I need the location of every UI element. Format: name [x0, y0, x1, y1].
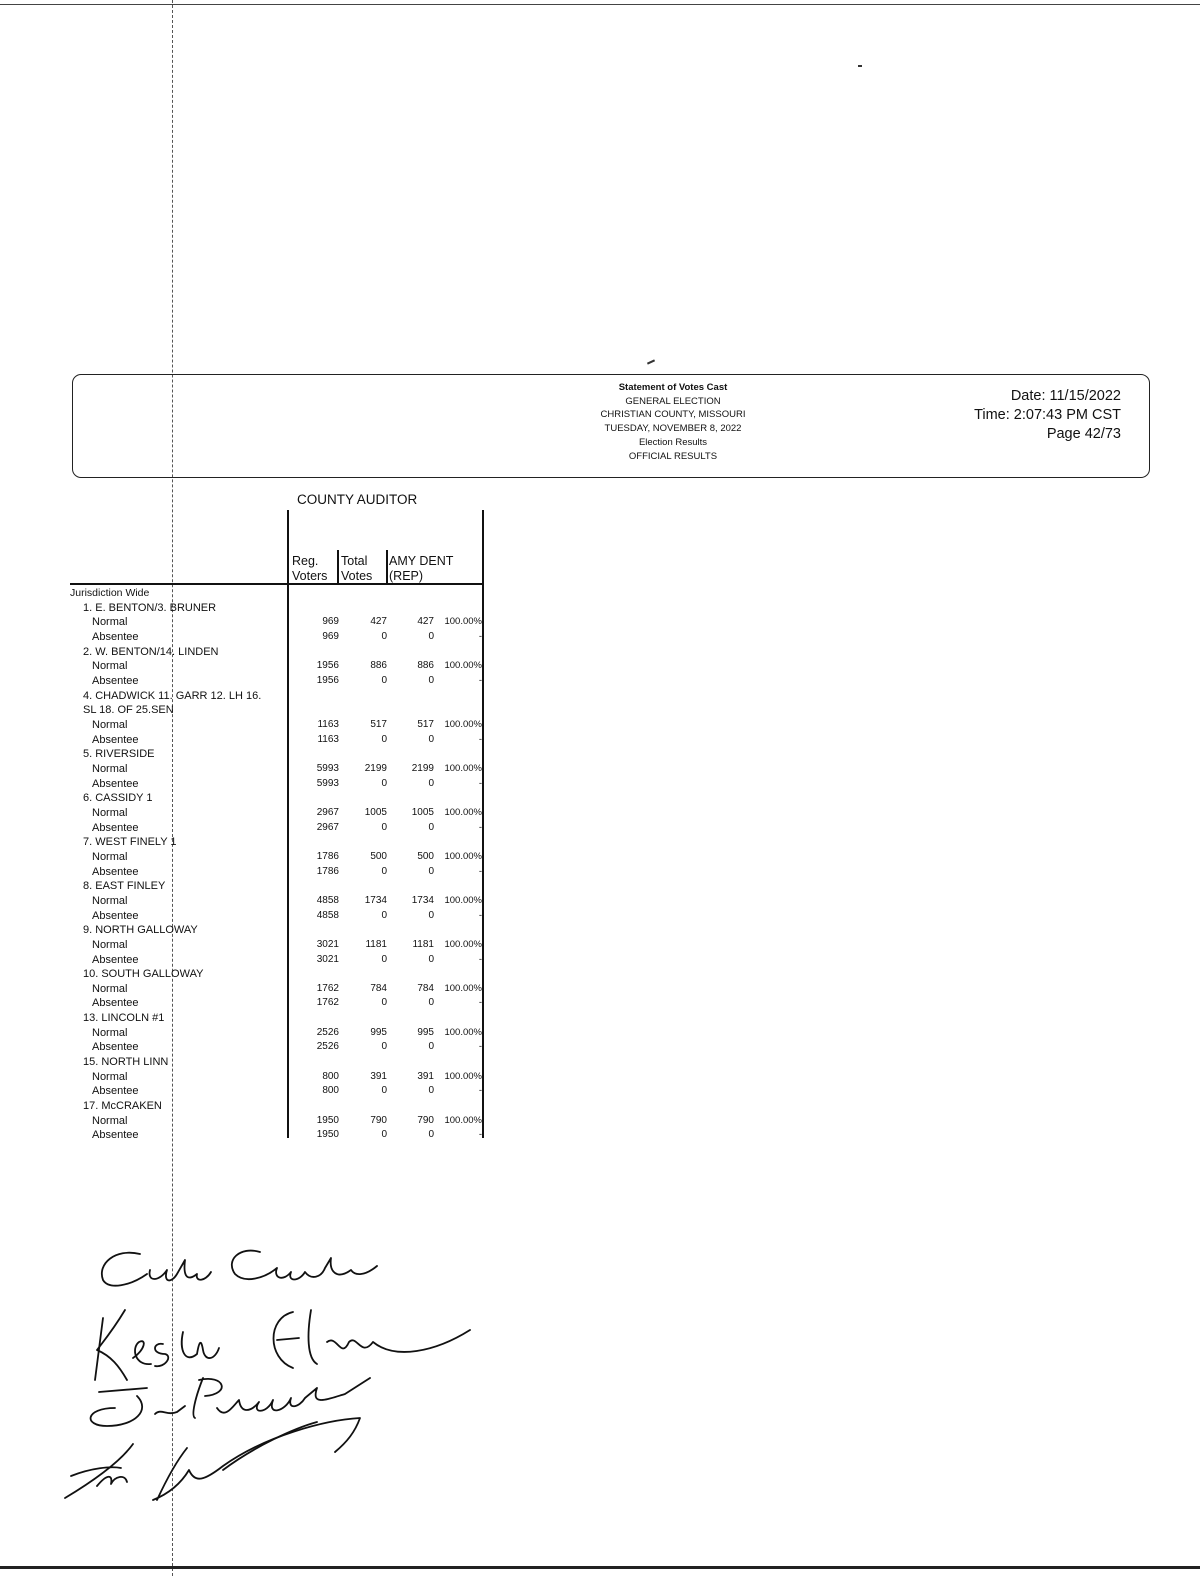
contest-title: COUNTY AUDITOR	[297, 492, 418, 507]
precinct-name-label: 15. NORTH LINN	[83, 1056, 169, 1069]
candidate-votes-cell: 0	[428, 777, 434, 789]
percent-cell: -	[478, 674, 482, 686]
total-votes-cell: 0	[381, 909, 387, 921]
precinct-name	[0, 703, 490, 717]
table-row-label: Normal	[92, 762, 128, 775]
table-row	[0, 615, 490, 629]
table-row	[0, 953, 490, 967]
precinct-name	[0, 923, 490, 937]
percent-cell: -	[478, 733, 482, 745]
table-row-label: Absentee	[92, 953, 139, 966]
candidate-votes-cell: 784	[417, 982, 434, 994]
candidate-votes-cell: 517	[417, 718, 434, 730]
table-row	[0, 865, 490, 879]
signature-4	[65, 1418, 360, 1500]
candidate-votes-cell: 391	[417, 1070, 434, 1082]
percent-cell: -	[478, 997, 482, 1009]
table-row-label: Normal	[92, 850, 128, 863]
table-row-label: Normal	[92, 718, 128, 731]
reg-voters-cell: 3021	[316, 953, 339, 965]
table-row-label: Normal	[92, 660, 128, 673]
table-row-label: Normal	[92, 616, 128, 629]
total-votes-cell: 0	[381, 1041, 387, 1053]
precinct-name-label: 10. SOUTH GALLOWAY	[83, 968, 204, 981]
percent-cell: -	[478, 777, 482, 789]
precinct-name	[0, 879, 490, 893]
reg-voters-cell: 2526	[316, 1041, 339, 1053]
report-title-line: CHRISTIAN COUNTY, MISSOURI	[600, 409, 746, 421]
candidate-votes-cell: 790	[417, 1114, 434, 1126]
reg-voters-cell: 4858	[316, 909, 339, 921]
precinct-name	[0, 601, 490, 615]
precinct-name-label: 2. W. BENTON/14. LINDEN	[83, 645, 219, 658]
report-meta	[974, 387, 1121, 444]
percent-cell: 100.00%	[444, 1070, 482, 1082]
precinct-name-label: SL 18. OF 25.SEN	[83, 704, 174, 717]
candidate-votes-cell: 0	[428, 909, 434, 921]
table-row-label: Absentee	[92, 630, 139, 643]
precinct-name-label: 13. LINCOLN #1	[83, 1012, 165, 1025]
bottom-scan-rule	[0, 1566, 1200, 1569]
table-row	[0, 1128, 490, 1142]
percent-cell: 100.00%	[444, 660, 482, 672]
candidate-votes-cell: 0	[428, 1041, 434, 1053]
total-votes-cell: 1734	[364, 894, 387, 906]
total-votes-cell: 0	[381, 997, 387, 1009]
table-row	[0, 762, 490, 776]
col-head-total-votes: Total Votes	[341, 554, 373, 583]
report-title-line: Election Results	[638, 436, 708, 448]
precinct-name-label: 4. CHADWICK 11. GARR 12. LH 16.	[83, 689, 262, 702]
percent-cell: 100.00%	[444, 718, 482, 730]
precinct-name	[0, 689, 490, 703]
table-row	[0, 1070, 490, 1084]
table-row	[0, 894, 490, 908]
candidate-votes-cell: 0	[428, 865, 434, 877]
percent-cell: -	[478, 953, 482, 965]
signature-3	[91, 1378, 370, 1426]
table-row	[0, 821, 490, 835]
total-votes-cell: 0	[381, 777, 387, 789]
total-votes-cell: 784	[370, 982, 387, 994]
table-row	[0, 938, 490, 952]
candidate-votes-cell: 0	[428, 733, 434, 745]
total-votes-cell: 995	[370, 1026, 387, 1038]
report-title-block	[473, 381, 873, 463]
reg-voters-cell: 1762	[316, 982, 339, 994]
table-row-label: Normal	[92, 1114, 128, 1127]
candidate-votes-cell: 886	[417, 660, 434, 672]
signature-2	[95, 1310, 470, 1380]
table-row-label: Normal	[92, 894, 128, 907]
percent-cell: -	[478, 1129, 482, 1141]
reg-voters-cell: 969	[322, 616, 339, 628]
top-scan-rule	[0, 4, 1200, 5]
reg-voters-cell: 1956	[316, 660, 339, 672]
report-title-line: GENERAL ELECTION	[625, 395, 721, 407]
jurisdiction-label	[0, 586, 490, 600]
total-votes-cell: 2199	[364, 762, 387, 774]
table-row-label: Absentee	[92, 777, 139, 790]
table-row-label: Normal	[92, 1070, 128, 1083]
percent-cell: -	[478, 1041, 482, 1053]
table-row-label: Normal	[92, 806, 128, 819]
table-row	[0, 1114, 490, 1128]
table-row-label: Normal	[92, 938, 128, 951]
precinct-name	[0, 1011, 490, 1025]
jurisdiction-label-label: Jurisdiction Wide	[70, 587, 150, 599]
total-votes-cell: 1005	[364, 806, 387, 818]
report-title-line: Statement of Votes Cast	[618, 382, 728, 393]
reg-voters-cell: 4858	[316, 894, 339, 906]
table-row	[0, 996, 490, 1010]
total-votes-cell: 0	[381, 630, 387, 642]
candidate-votes-cell: 995	[417, 1026, 434, 1038]
reg-voters-cell: 1163	[317, 718, 339, 730]
precinct-name-label: 7. WEST FINELY 1	[83, 836, 177, 849]
total-votes-cell: 0	[381, 1129, 387, 1141]
table-row	[0, 982, 490, 996]
total-votes-cell: 427	[370, 616, 387, 628]
reg-voters-cell: 2526	[316, 1026, 339, 1038]
table-row	[0, 850, 490, 864]
reg-voters-cell: 3021	[316, 938, 339, 950]
col-head-candidate: AMY DENT (REP)	[389, 554, 454, 583]
reg-voters-cell: 2967	[316, 806, 339, 818]
reg-voters-cell: 1163	[317, 733, 339, 745]
table-row	[0, 1026, 490, 1040]
report-header	[72, 374, 1150, 478]
precinct-name-label: 8. EAST FINLEY	[83, 880, 166, 893]
percent-cell: -	[478, 909, 482, 921]
reg-voters-cell: 800	[322, 1085, 339, 1097]
percent-cell: 100.00%	[444, 894, 482, 906]
table-row-label: Absentee	[92, 1041, 139, 1054]
candidate-votes-cell: 500	[417, 850, 434, 862]
percent-cell: 100.00%	[444, 1114, 482, 1126]
candidate-votes-cell: 0	[428, 821, 434, 833]
report-title-line: TUESDAY, NOVEMBER 8, 2022	[604, 423, 742, 435]
table-row	[0, 674, 490, 688]
total-votes-cell: 1181	[365, 938, 387, 950]
table-row-label: Normal	[92, 982, 128, 995]
col-head-reg-voters: Reg. Voters	[292, 554, 328, 583]
total-votes-cell: 0	[381, 1085, 387, 1097]
precinct-name	[0, 1055, 490, 1069]
report-time: Time: 2:07:43 PM CST	[974, 407, 1121, 423]
total-votes-cell: 500	[370, 850, 387, 862]
scan-speck	[858, 65, 862, 67]
precinct-name	[0, 747, 490, 761]
table-row	[0, 659, 490, 673]
precinct-name-label: 5. RIVERSIDE	[83, 748, 155, 761]
precinct-name	[0, 835, 490, 849]
percent-cell: -	[478, 630, 482, 642]
reg-voters-cell: 1950	[316, 1129, 339, 1141]
percent-cell: -	[478, 1085, 482, 1097]
candidate-votes-cell: 1734	[411, 894, 434, 906]
precinct-name-label: 17. McCRAKEN	[83, 1100, 162, 1113]
percent-cell: 100.00%	[444, 616, 482, 628]
table-row	[0, 806, 490, 820]
table-row-label: Normal	[92, 1026, 128, 1039]
precinct-name	[0, 967, 490, 981]
table-row	[0, 1084, 490, 1098]
total-votes-cell: 391	[370, 1070, 387, 1082]
total-votes-cell: 0	[381, 674, 387, 686]
candidate-votes-cell: 2199	[411, 762, 434, 774]
table-row-label: Absentee	[92, 821, 139, 834]
total-votes-cell: 0	[381, 821, 387, 833]
reg-voters-cell: 5993	[316, 762, 339, 774]
table-row	[0, 718, 490, 732]
candidate-votes-cell: 0	[428, 630, 434, 642]
reg-voters-cell: 1786	[316, 865, 339, 877]
table-row	[0, 733, 490, 747]
percent-cell: -	[478, 821, 482, 833]
table-row	[0, 1040, 490, 1054]
total-votes-cell: 517	[370, 718, 387, 730]
precinct-name	[0, 645, 490, 659]
table-row-label: Absentee	[92, 909, 139, 922]
table-row-label: Absentee	[92, 733, 139, 746]
table-row	[0, 909, 490, 923]
reg-voters-cell: 1762	[316, 997, 339, 1009]
candidate-votes-cell: 0	[428, 1129, 434, 1141]
signature-1	[102, 1251, 377, 1286]
reg-voters-cell: 1950	[316, 1114, 339, 1126]
report-title-line: OFFICIAL RESULTS	[628, 450, 718, 462]
percent-cell: 100.00%	[444, 806, 482, 818]
reg-voters-cell: 969	[322, 630, 339, 642]
scan-speck	[647, 359, 655, 364]
percent-cell: 100.00%	[444, 1026, 482, 1038]
precinct-name	[0, 791, 490, 805]
table-row-label: Absentee	[92, 1129, 139, 1142]
candidate-votes-cell: 0	[428, 674, 434, 686]
total-votes-cell: 790	[370, 1114, 387, 1126]
reg-voters-cell: 1956	[316, 674, 339, 686]
table-row-label: Absentee	[92, 1085, 139, 1098]
precinct-name-label: 9. NORTH GALLOWAY	[83, 924, 198, 937]
total-votes-cell: 0	[381, 953, 387, 965]
table-row	[0, 777, 490, 791]
candidate-votes-cell: 1181	[412, 938, 434, 950]
percent-cell: -	[478, 865, 482, 877]
table-row	[0, 630, 490, 644]
header-divider	[386, 550, 388, 584]
header-divider	[337, 550, 339, 584]
signatures	[55, 1230, 495, 1520]
reg-voters-cell: 1786	[316, 850, 339, 862]
reg-voters-cell: 2967	[316, 821, 339, 833]
candidate-votes-cell: 427	[417, 616, 434, 628]
total-votes-cell: 0	[381, 865, 387, 877]
report-date: Date: 11/15/2022	[1010, 388, 1121, 404]
candidate-votes-cell: 0	[428, 953, 434, 965]
candidate-votes-cell: 0	[428, 1085, 434, 1097]
precinct-name-label: 1. E. BENTON/3. BRUNER	[83, 601, 217, 614]
table-row-label: Absentee	[92, 865, 139, 878]
precinct-name	[0, 1099, 490, 1113]
total-votes-cell: 0	[381, 733, 387, 745]
candidate-votes-cell: 1005	[411, 806, 434, 818]
percent-cell: 100.00%	[444, 982, 482, 994]
table-row-label: Absentee	[92, 997, 139, 1010]
candidate-votes-cell: 0	[428, 997, 434, 1009]
precinct-name-label: 6. CASSIDY 1	[83, 792, 153, 805]
total-votes-cell: 886	[370, 660, 387, 672]
reg-voters-cell: 800	[322, 1070, 339, 1082]
table-row-label: Absentee	[92, 674, 139, 687]
percent-cell: 100.00%	[444, 762, 482, 774]
percent-cell: 100.00%	[444, 938, 482, 950]
reg-voters-cell: 5993	[316, 777, 339, 789]
report-page: Page 42/73	[1046, 426, 1121, 442]
percent-cell: 100.00%	[444, 850, 482, 862]
